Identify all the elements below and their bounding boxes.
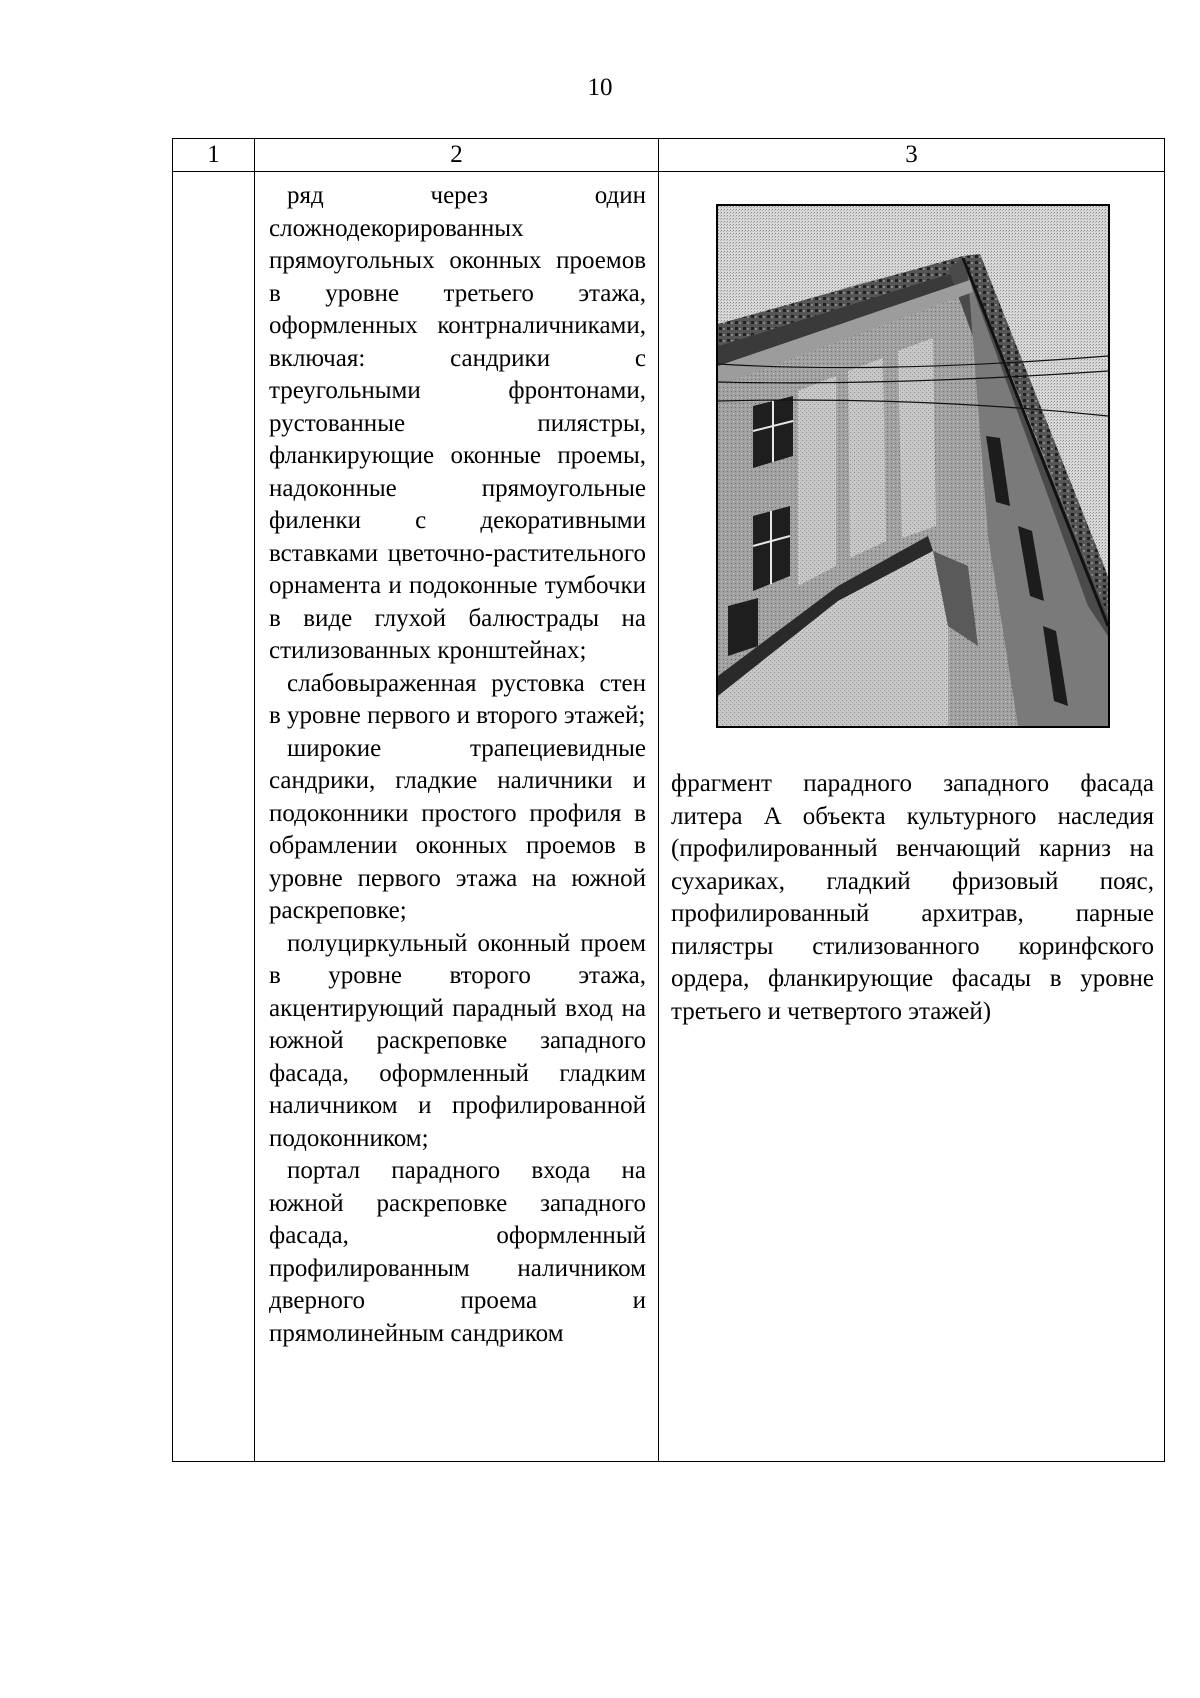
description-paragraph: полуциркульный оконный проем в уровне второго этажа, акцентирующий парадный вход на южной раскреповке западного фасада, оформленный гладким наличником и профилированной подоконником; [269,929,646,1152]
table-header-row [173,139,1165,172]
description-paragraph: слабовыраженная рустовка стен в уровне первого и второго этажей; [269,669,646,729]
row-number-cell [173,172,255,1462]
table-row [173,172,1165,1462]
photo-caption: фрагмент парадного западного фасада литера А объекта культурного наследия (профилированный венчающий карниз на сухариках, гладкий фризовый пояс, профилированный архитрав, парные пилястры стилизованного коринфского ордера, фланкирующие фасады в уровне третьего и четвертого этажей) [671,770,1154,1025]
heritage-description-table [172,138,1165,1462]
photo-cell [659,172,1165,1462]
column-header-3: 3 [659,139,1165,172]
description-cell [255,172,659,1462]
description-paragraph: ряд через один сложнодекорированных прямоугольных оконных проемов в уровне третьего этажа, оформленных контрналичниками, включая: сандрики с треугольными фронтонами, рустованные пилястры, фланкирующие оконные проемы, надоконные прямоугольные филенки с декоративными вставками цветочно-растительного орнамента и подоконные тумбочки в виде глухой балюстрады на стилизованных кронштейнах; [269,182,646,664]
facade-photo-image [718,206,1108,726]
description-paragraph: широкие трапециевидные сандрики, гладкие наличники и подоконники простого профиля в обрамлении оконных проемов в уровне первого этажа на южной раскреповке; [269,734,646,924]
column-header-1: 1 [173,139,255,172]
column-header-2: 2 [255,139,659,172]
page-number: 10 [587,74,613,101]
facade-photo [716,204,1110,728]
description-paragraph: портал парадного входа на южной раскреповке западного фасада, оформленный профилированным наличником дверного проема и прямолинейным сандриком [269,1157,646,1347]
